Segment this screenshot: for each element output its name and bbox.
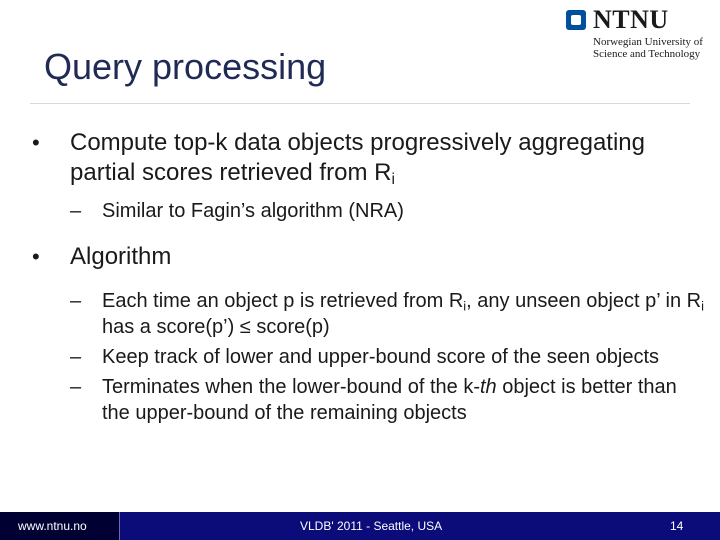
slide-title: Query processing [44,46,327,87]
sub-bullet-2-3-part2: object is better than the upper-bound of the remaining objects [102,376,677,424]
footer-bar [0,512,720,540]
bullet-2-text: Algorithm [70,243,172,270]
ntnu-logo [566,5,716,64]
ntnu-logo-icon [566,10,586,30]
sub-bullet-2-2-text: Keep track of lower and upper-bound score of the seen objects [102,346,660,368]
sub-bullet-2-1-sub2: i [701,298,705,314]
footer-url[interactable]: www.ntnu.no [18,519,87,533]
dash-icon: – [70,346,82,368]
sub-bullet-2-2 [28,344,708,370]
sub-bullet-2-1-part1: Each time an object p is retrieved from R [102,290,464,312]
title-divider [30,103,690,104]
bullet-dot-icon: • [32,130,40,155]
dash-icon: – [70,290,82,312]
sub-bullet-2-1 [28,288,708,340]
logo-name: NTNU [593,5,669,34]
bullet-1-text: Compute top-k data objects progressively aggregating partial scores retrieved from R [70,129,645,186]
bullet-2 [28,242,708,272]
sub-bullet-2-1-part2: , any unseen object p’ in R [466,290,702,312]
sub-bullet-2-3 [28,374,708,426]
logo-subtitle-line1: Norwegian University of [593,36,703,48]
sub-bullet-2-3-part1: Terminates when the lower-bound of the k- [102,376,480,398]
dash-icon: – [70,376,82,398]
sub-bullet-1-1 [28,198,708,224]
slide-content [28,128,708,426]
sub-bullet-2-3-italic: th [479,376,497,398]
footer-event: VLDB' 2011 - Seattle, USA [300,519,443,533]
dash-icon: – [70,200,82,222]
bullet-dot-icon: • [32,244,40,269]
bullet-1 [28,128,708,188]
sub-bullet-1-1-text: Similar to Fagin’s algorithm (NRA) [102,200,404,222]
bullet-1-sub: i [391,170,395,188]
page-number: 14 [670,519,684,533]
sub-bullet-2-1-sub1: i [463,298,467,314]
logo-subtitle-line2: Science and Technology [593,48,701,60]
sub-bullet-2-1-part3: has a score(p’) ≤ score(p) [102,316,330,338]
